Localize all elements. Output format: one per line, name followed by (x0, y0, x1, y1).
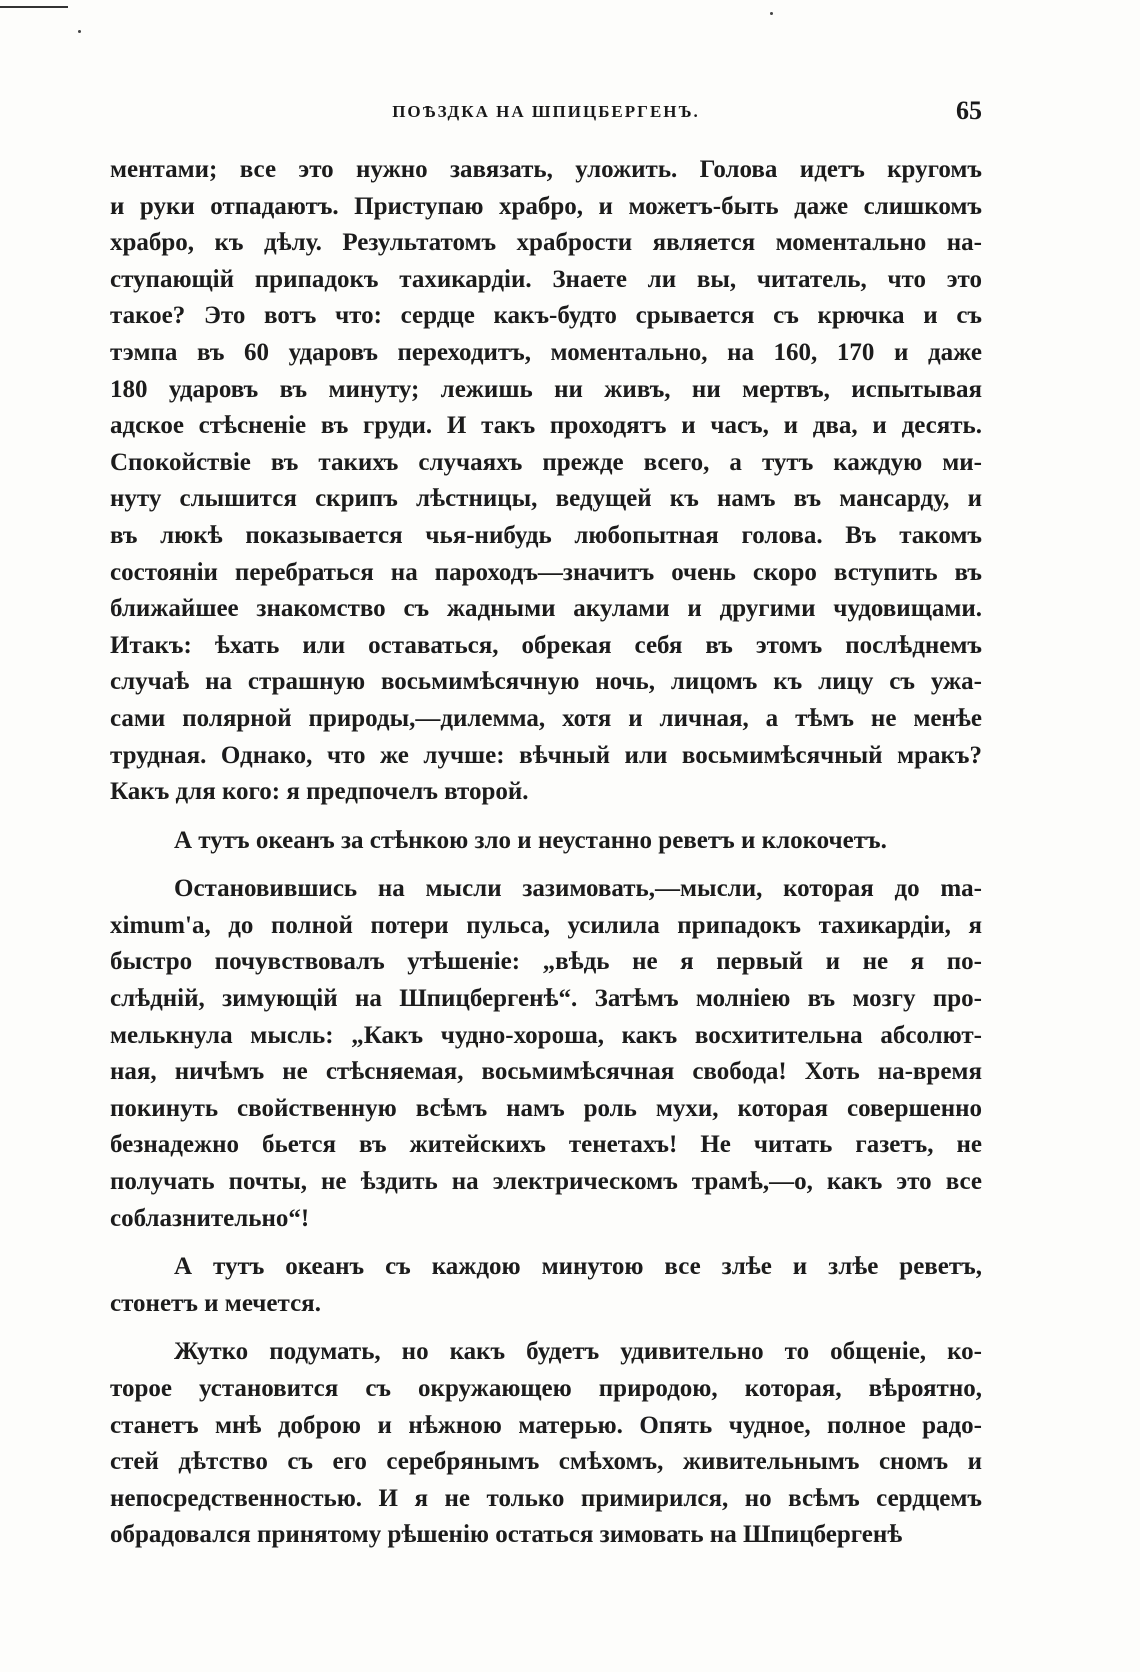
text-line: торое установится съ окружающею природою, которая, вѣроятно, (110, 1375, 982, 1402)
text-line: получать почты, не ѣздить на электрическомъ трамѣ,—о, какъ это все (110, 1168, 982, 1196)
text-line: безнадежно бьется въ житейскихъ тенетахъ! Не читать газетъ, не (110, 1131, 982, 1159)
paragraph (110, 871, 982, 1237)
text-line: Жутко подумать, но какъ будетъ удивительно то общеніе, ко- (174, 1338, 982, 1366)
text-line: Остановившись на мысли зазимовать,—мысли, которая до ma- (174, 875, 982, 903)
paragraph (110, 1249, 982, 1322)
text-line: и руки отпадаютъ. Приступаю храбро, и можетъ-быть даже слишкомъ (110, 192, 982, 220)
page-number: 65 (956, 96, 982, 125)
text-line: стей дѣтство съ его серебрянымъ смѣхомъ, живительнымъ сномъ и (110, 1448, 982, 1476)
text-line: обрадовался принятому рѣшенію остаться зимовать на Шпицбергенѣ (110, 1521, 903, 1549)
text-line: ментами; все это нужно завязать, уложить. Голова идетъ кругомъ (110, 156, 982, 183)
running-head (110, 96, 982, 136)
text-line: ближайшее знакомство съ жадными акулами и другими чудовищами. (110, 595, 982, 623)
text-line: состояніи перебраться на пароходъ—значитъ очень скоро вступить въ (110, 558, 982, 586)
text-line: Спокойствіе въ такихъ случаяхъ прежде всего, а тутъ каждую ми- (110, 448, 982, 476)
text-line: Итакъ: ѣхать или оставаться, обрекая себя въ этомъ послѣднемъ (110, 631, 982, 659)
text-line: ступающій припадокъ тахикардіи. Знаете ли вы, читатель, что это (110, 265, 982, 293)
text-line: мелькнула мысль: „Какъ чудно-хороша, какъ восхитительна абсолют- (110, 1021, 982, 1049)
text-line: непосредственностью. И я не только примирился, но всѣмъ сердцемъ (110, 1484, 982, 1512)
scan-edge-rule (0, 6, 68, 8)
text-line: Какъ для кого: я предпочелъ второй. (110, 778, 529, 806)
text-line: ximum'а, до полной потери пульса, усилила припадокъ тахикардіи, я (110, 911, 982, 939)
paragraph (110, 1334, 982, 1554)
text-line: ная, ничѣмъ не стѣсняемая, восьмимѣсячная свобода! Хоть на-время (110, 1058, 982, 1086)
text-line: трудная. Однако, что же лучше: вѣчный или восьмимѣсячный мракъ? (110, 741, 982, 769)
paragraph (110, 152, 982, 811)
text-line: въ люкѣ показывается чья-нибудь любопытная голова. Въ такомъ (110, 521, 982, 549)
text-line: станетъ мнѣ доброю и нѣжною матерью. Опять чудное, полное радо- (110, 1411, 982, 1439)
text-line: храбро, къ дѣлу. Результатомъ храбрости является моментально на- (110, 229, 982, 257)
text-line: 180 ударовъ въ минуту; лежишь ни живъ, ни мертвъ, испытывая (110, 375, 982, 403)
text-line: стонетъ и мечется. (110, 1289, 321, 1317)
scan-speck (78, 30, 81, 33)
text-line: случаѣ на страшную восьмимѣсячную ночь, лицомъ къ лицу съ ужа- (110, 668, 982, 696)
scan-speck (770, 12, 773, 15)
text-line: слѣдній, зимующій на Шпицбергенѣ“. Затѣмъ молніею въ мозгу про- (110, 985, 982, 1013)
text-line: тэмпа въ 60 ударовъ переходитъ, моментально, на 160, 170 и даже (110, 338, 982, 366)
text-line: соблазнительно“! (110, 1204, 310, 1232)
running-title: ПОѢЗДКА НА ШПИЦБЕРГЕНЪ. (392, 102, 700, 121)
paragraph (110, 823, 982, 860)
text-line: покинуть свойственную всѣмъ намъ роль мухи, которая совершенно (110, 1094, 982, 1122)
text-line: адское стѣсненіе въ груди. И такъ проходятъ и часъ, и два, и десять. (110, 412, 982, 440)
body-text (110, 152, 982, 1554)
text-line: нуту слышится скрипъ лѣстницы, ведущей къ намъ въ мансарду, и (110, 485, 982, 513)
text-line: сами полярной природы,—дилемма, хотя и личная, а тѣмъ не менѣе (110, 704, 982, 732)
text-line: А тутъ океанъ съ каждою минутою все злѣе и злѣе реветъ, (174, 1253, 982, 1281)
text-line: такое? Это вотъ что: сердце какъ-будто срывается съ крючка и съ (110, 302, 982, 330)
text-line: быстро почувствовалъ утѣшеніе: „вѣдь не я первый и не я по- (110, 948, 982, 976)
text-line: А тутъ океанъ за стѣнкою зло и неустанно реветъ и клокочетъ. (174, 826, 887, 854)
